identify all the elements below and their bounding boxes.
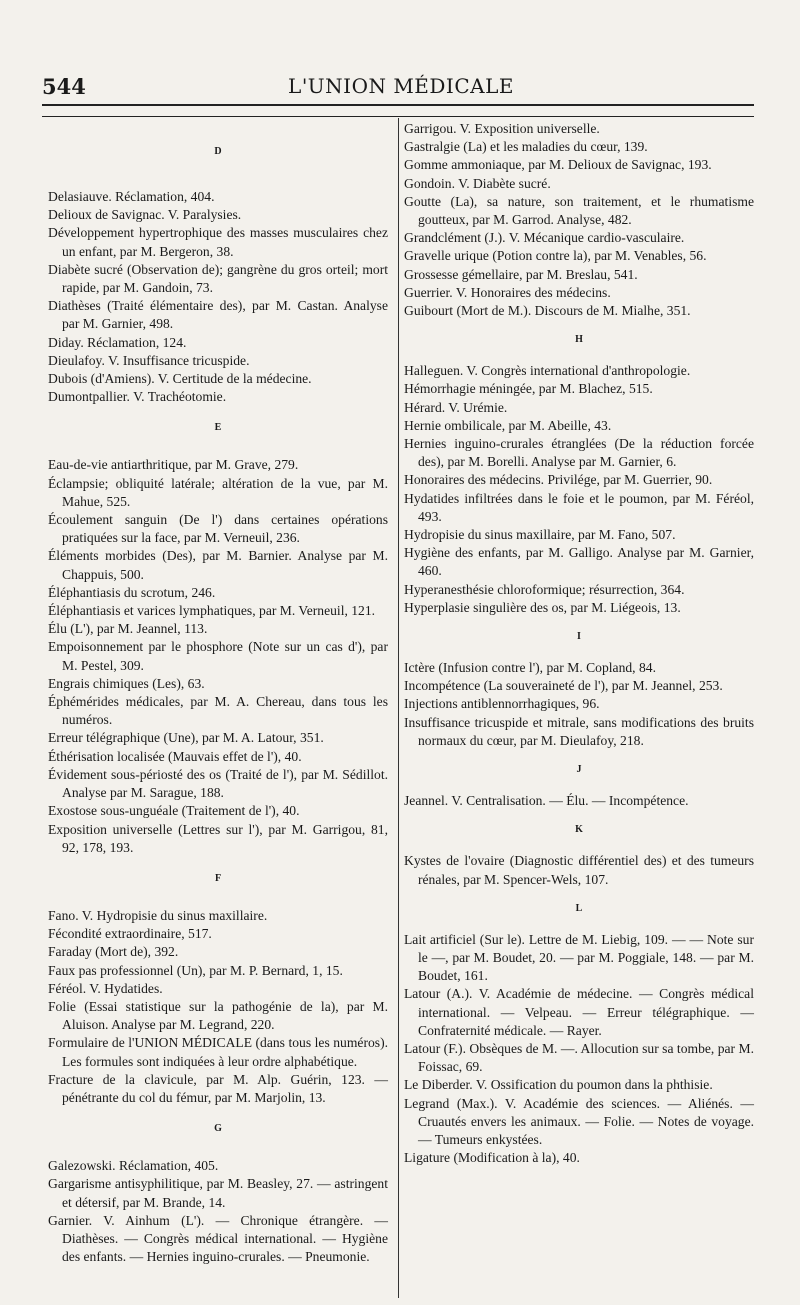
index-entry: Ictère (Infusion contre l'), par M. Copland, 84. bbox=[404, 660, 656, 676]
index-entry: Hernies inguino-crurales étranglées (De la réduction forcée des), par M. Borelli. Analyse par M. Garnier, 6. bbox=[404, 436, 754, 470]
index-section bbox=[404, 764, 754, 810]
section-letter: L bbox=[575, 902, 583, 914]
index-entry: Diathèses (Traité élémentaire des), par M. Castan. Analyse par M. Garnier, 498. bbox=[48, 298, 388, 332]
index-entry: Hygiène des enfants, par M. Galligo. Analyse par M. Garnier, 460. bbox=[404, 545, 754, 579]
page-number: 544 bbox=[42, 74, 86, 99]
index-entry: Hydropisie du sinus maxillaire, par M. Fano, 507. bbox=[404, 527, 676, 543]
index-entry: Éléments morbides (Des), par M. Barnier. Analyse par M. Chappuis, 500. bbox=[48, 548, 388, 582]
index-entry: Grandclément (J.). V. Mécanique cardio-vasculaire. bbox=[404, 230, 685, 246]
index-entry: Hémorrhagie méningée, par M. Blachez, 515. bbox=[404, 381, 653, 397]
index-entry: Guibourt (Mort de M.). Discours de M. Mialhe, 351. bbox=[404, 303, 691, 319]
index-entry: Gomme ammoniaque, par M. Delioux de Savignac, 193. bbox=[404, 157, 712, 173]
index-entry: Le Diberder. V. Ossification du poumon dans la phthisie. bbox=[404, 1077, 713, 1093]
index-entry: Garrigou. V. Exposition universelle. bbox=[404, 121, 600, 136]
right-column bbox=[404, 120, 754, 1167]
index-entry: Fano. V. Hydropisie du sinus maxillaire. bbox=[48, 907, 268, 923]
index-entry: Éthérisation localisée (Mauvais effet de l'), 40. bbox=[48, 748, 302, 764]
index-entry: Halleguen. V. Congrès international d'anthropologie. bbox=[404, 363, 691, 379]
running-title: L'UNION MÉDICALE bbox=[288, 74, 514, 98]
section-letter: E bbox=[214, 422, 222, 434]
index-entry: Fracture de la clavicule, par M. Alp. Guérin, 123. — pénétrante du col du fémur, par M. Marjolin, 13. bbox=[48, 1071, 388, 1105]
index-section bbox=[404, 334, 754, 617]
index-entry: Lait artificiel (Sur le). Lettre de M. Liebig, 109. — — Note sur le —, par M. Boudet, 20. — par M. Poggiale, 148. — par M. Boudet, 161. bbox=[404, 931, 754, 984]
index-entry: Hernie ombilicale, par M. Abeille, 43. bbox=[404, 417, 612, 433]
index-entry: Diday. Réclamation, 124. bbox=[48, 334, 187, 350]
index-entry: Développement hypertrophique des masses musculaires chez un enfant, par M. Bergeron, 38. bbox=[48, 225, 388, 259]
header-rule-thin bbox=[42, 116, 754, 117]
section-letter: K bbox=[575, 824, 583, 836]
index-entry: Empoisonnement par le phosphore (Note sur un cas d'), par M. Pestel, 309. bbox=[48, 639, 388, 673]
index-entry: Latour (F.). Obsèques de M. —. Allocution sur sa tombe, par M. Foissac, 69. bbox=[404, 1040, 754, 1075]
section-letter: F bbox=[214, 872, 222, 884]
index-entry: Formulaire de l'UNION MÉDICALE (dans tous les numéros). Les formules sont indiquées à leur ordre alphabétique. bbox=[48, 1035, 388, 1069]
section-letter: G bbox=[214, 1123, 222, 1135]
index-entry: Dieulafoy. V. Insuffisance tricuspide. bbox=[48, 352, 250, 368]
index-entry: Folie (Essai statistique sur la pathogénie de la), par M. Aluison. Analyse par M. Legrand, 220. bbox=[48, 998, 388, 1033]
index-entry: Insuffisance tricuspide et mitrale, sans modifications des bruits normaux du cœur, par M. Dieulafoy, 218. bbox=[404, 714, 754, 748]
index-entry: Dumontpallier. V. Trachéotomie. bbox=[48, 389, 227, 405]
section-letter: H bbox=[575, 334, 583, 346]
index-entry: Féréol. V. Hydatides. bbox=[48, 980, 163, 996]
page-header bbox=[42, 74, 760, 104]
index-entry: Erreur télégraphique (Une), par M. A. Latour, 351. bbox=[48, 730, 324, 746]
section-letter: I bbox=[577, 631, 581, 643]
index-entry: Hérard. V. Urémie. bbox=[404, 399, 508, 415]
index-entry: Injections antiblennorrhagiques, 96. bbox=[404, 696, 600, 712]
index-entry: Goutte (La), sa nature, son traitement, et le rhumatisme goutteux, par M. Garrod. Analyse, 482. bbox=[404, 193, 754, 228]
index-entry: Engrais chimiques (Les), 63. bbox=[48, 675, 205, 691]
section-letter: J bbox=[576, 764, 582, 776]
index-entry: Faux pas professionnel (Un), par M. P. Bernard, 1, 15. bbox=[48, 962, 343, 978]
index-section bbox=[48, 873, 388, 1107]
index-entry: Élu (L'), par M. Jeannel, 113. bbox=[48, 621, 208, 637]
index-entry: Garnier. V. Ainhum (L'). — Chronique étrangère. — Diathèses. — Congrès médical international. — Hygiène des enfants. — Hernies inguino-crurales. — Pneumonie. bbox=[48, 1212, 388, 1265]
index-entry: Eau-de-vie antiarthritique, par M. Grave, 279. bbox=[48, 457, 299, 473]
index-entry: Incompétence (La souveraineté de l'), par M. Jeannel, 253. bbox=[404, 678, 723, 694]
column-divider bbox=[398, 118, 399, 1298]
section-letter: D bbox=[214, 146, 222, 157]
index-entry: Dubois (d'Amiens). V. Certitude de la médecine. bbox=[48, 371, 312, 387]
header-rule-thick bbox=[42, 104, 754, 106]
index-entry: Hyperanesthésie chloroformique; résurrection, 364. bbox=[404, 581, 685, 597]
index-entry: Hydatides infiltrées dans le foie et le poumon, par M. Féréol, 493. bbox=[404, 490, 754, 524]
index-entry: Grossesse gémellaire, par M. Breslau, 541. bbox=[404, 266, 638, 282]
index-section bbox=[404, 631, 754, 750]
index-entry: Écoulement sanguin (De l') dans certaines opérations pratiquées sur la face, par M. Verneuil, 236. bbox=[48, 512, 388, 546]
index-entry: Gondoin. V. Diabète sucré. bbox=[404, 175, 551, 191]
index-entry: Éclampsie; obliquité latérale; altération de la vue, par M. Mahue, 525. bbox=[48, 475, 388, 509]
index-entry: Ligature (Modification à la), 40. bbox=[404, 1150, 580, 1166]
index-entry: Éphémérides médicales, par M. A. Chereau, dans tous les numéros. bbox=[48, 694, 388, 728]
index-entry: Exostose sous-unguéale (Traitement de l'), 40. bbox=[48, 803, 300, 819]
left-column bbox=[48, 120, 388, 1266]
index-entry: Exposition universelle (Lettres sur l'), par M. Garrigou, 81, 92, 178, 193. bbox=[48, 821, 388, 855]
index-entry: Legrand (Max.). V. Académie des sciences. — Aliénés. — Cruautés envers les animaux. — Folie. — Notes de voyage. — Tumeurs enkystées. bbox=[404, 1095, 754, 1147]
index-entry: Latour (A.). V. Académie de médecine. — Congrès médical international. — Velpeau. — Erreur télégraphique. — Confraternité médicale. — Rayer. bbox=[404, 986, 754, 1038]
index-entry: Faraday (Mort de), 392. bbox=[48, 944, 179, 960]
index-section bbox=[48, 1123, 388, 1266]
index-section bbox=[48, 422, 388, 856]
index-entry: Delasiauve. Réclamation, 404. bbox=[48, 189, 215, 204]
index-entry: Jeannel. V. Centralisation. — Élu. — Incompétence. bbox=[404, 793, 689, 809]
index-section bbox=[404, 903, 754, 1168]
index-section bbox=[48, 146, 388, 406]
index-entry: Gastralgie (La) et les maladies du cœur, 139. bbox=[404, 139, 648, 155]
index-entry: Fécondité extraordinaire, 517. bbox=[48, 926, 212, 942]
index-entry: Kystes de l'ovaire (Diagnostic différentiel des) et des tumeurs rénales, par M. Spencer-Wels, 107. bbox=[404, 853, 754, 887]
index-section bbox=[404, 120, 754, 320]
index-entry: Guerrier. V. Honoraires des médecins. bbox=[404, 284, 611, 300]
index-entry: Gargarisme antisyphilitique, par M. Beasley, 27. — astringent et détersif, par M. Brande, 14. bbox=[48, 1176, 388, 1210]
index-section bbox=[404, 824, 754, 888]
index-entry: Hyperplasie singulière des os, par M. Liégeois, 13. bbox=[404, 599, 681, 615]
index-entry: Delioux de Savignac. V. Paralysies. bbox=[48, 207, 242, 223]
index-entry: Évidement sous-périosté des os (Traité de l'), par M. Sédillot. Analyse par M. Sarague, 188. bbox=[48, 766, 388, 801]
index-entry: Éléphantiasis du scrotum, 246. bbox=[48, 584, 216, 600]
index-entry: Éléphantiasis et varices lymphatiques, par M. Verneuil, 121. bbox=[48, 603, 376, 619]
index-entry: Galezowski. Réclamation, 405. bbox=[48, 1158, 219, 1174]
index-entry: Diabète sucré (Observation de); gangrène du gros orteil; mort rapide, par M. Gandoin, 73. bbox=[48, 261, 388, 296]
index-entry: Honoraires des médecins. Privilége, par M. Guerrier, 90. bbox=[404, 472, 713, 488]
index-entry: Gravelle urique (Potion contre la), par M. Venables, 56. bbox=[404, 248, 707, 264]
